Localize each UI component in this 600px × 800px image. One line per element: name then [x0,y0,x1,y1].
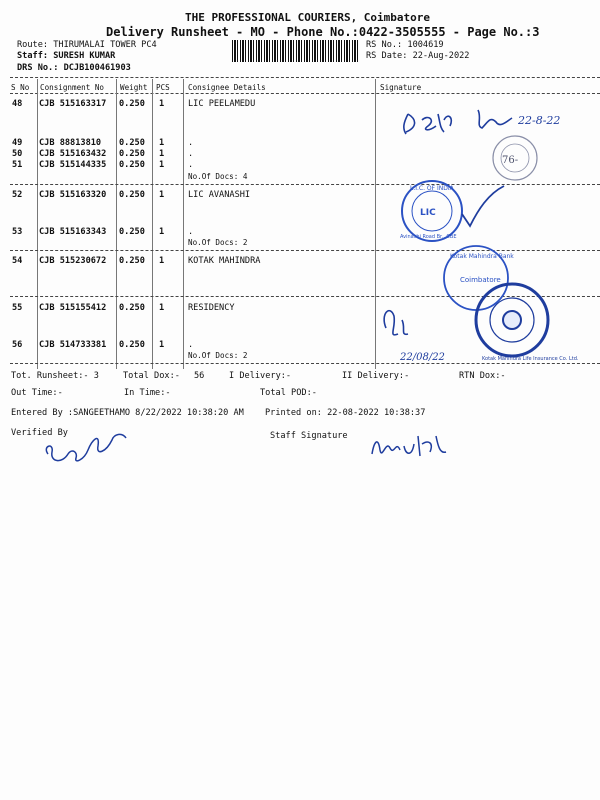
column-header-consignment: Consignment No [40,83,105,92]
row-54-weight: 0.250 [119,256,145,266]
row-54-consignment: CJB 515230672 [39,256,107,266]
staff-label: Staff: SURESH KUMAR [17,51,116,61]
row-50-consignee: . [188,149,194,159]
row-55-sno: 55 [12,303,23,313]
row-56-sno: 56 [12,340,23,350]
staff-signature-label: Staff Signature [270,431,348,441]
staff-signature-mark [368,426,458,466]
round-stamp-text: 76- [502,155,519,166]
handwritten-date-2: 22/08/22 [400,352,445,363]
row-51-weight: 0.250 [119,160,145,170]
column-separator [37,79,38,369]
verified-by-label: Verified By [11,428,68,438]
barcode [232,40,358,62]
row-55-consignment: CJB 515155412 [39,303,107,313]
column-header-consignee: Consignee Details [188,83,266,92]
company-name: THE PROFESSIONAL COURIERS, Coimbatore [185,11,431,24]
ii-delivery: II Delivery:- [342,371,410,381]
header-divider-top [10,77,600,78]
verified-by-signature [40,422,140,472]
column-separator [152,79,153,369]
group-1-doc-count: No.Of Docs: 4 [188,172,248,181]
header-divider-bottom [10,93,600,94]
signature-scribble-3 [384,311,408,335]
lic-stamp-top-text: L.I.C. OF INDIA [410,185,454,192]
rs-number: RS No.: 1004619 [366,40,444,50]
check-mark-signature [462,186,504,226]
row-48-pcs: 1 [159,99,165,109]
row-49-consignment: CJB 88813810 [39,138,102,148]
total-dox-value: 56 [194,371,205,381]
row-51-consignment: CJB 515144335 [39,160,107,170]
column-header-sno: S No [11,83,30,92]
row-56-consignment: CJB 514733381 [39,340,107,350]
row-50-pcs: 1 [159,149,165,159]
row-56-pcs: 1 [159,340,165,350]
column-header-signature: Signature [380,83,422,92]
row-49-sno: 49 [12,138,23,148]
row-52-weight: 0.250 [119,190,145,200]
row-51-consignee: . [188,160,194,170]
row-53-consignee: . [188,227,194,237]
row-49-consignee: . [188,138,194,148]
row-49-pcs: 1 [159,138,165,148]
printed-on: Printed on: 22-08-2022 10:38:37 [265,408,426,418]
kotak-stamp-inner-text: Coimbatore [460,276,501,284]
row-51-pcs: 1 [159,160,165,170]
drs-number: DRS No.: DCJB100461903 [17,63,131,73]
handwritten-date-1: 22-8-22 [518,114,561,127]
column-header-pcs: PCS [156,83,170,92]
column-separator [183,79,184,369]
row-53-pcs: 1 [159,227,165,237]
column-separator [116,79,117,369]
total-dox-label: Total Dox:- [123,371,180,381]
kotak-life-stamp-emblem [503,311,521,329]
signature-area [378,98,600,368]
row-48-consignment: CJB 515163317 [39,99,107,109]
rtn-dox: RTN Dox:- [459,371,506,381]
row-53-sno: 53 [12,227,23,237]
row-55-pcs: 1 [159,303,165,313]
lic-stamp-center-text: LIC [420,208,436,218]
route-label: Route: THIRUMALAI TOWER PC4 [17,40,157,50]
row-52-pcs: 1 [159,190,165,200]
column-header-weight: Weight [120,83,148,92]
row-56-consignee: . [188,340,194,350]
row-50-sno: 50 [12,149,23,159]
row-54-consignee: KOTAK MAHINDRA [188,256,261,266]
row-49-weight: 0.250 [119,138,145,148]
group-3-doc-count: No.Of Docs: 2 [188,351,248,360]
row-48-weight: 0.250 [119,99,145,109]
verified-signature-scribble [46,434,126,460]
row-54-pcs: 1 [159,256,165,266]
row-53-consignment: CJB 515163343 [39,227,107,237]
kotak-life-stamp-ring-text: Kotak Mahindra Life Insurance Co. Ltd. [482,356,579,362]
row-52-consignee: LIC AVANASHI [188,190,251,200]
lic-stamp-bottom-text: Avinashi Road Br., CBE [400,234,457,240]
total-pod: Total POD:- [260,388,317,398]
staff-signature-scribble [372,436,446,456]
row-48-sno: 48 [12,99,23,109]
entered-by: Entered By :SANGEETHAMO 8/22/2022 10:38:20 AM [11,408,244,418]
signature-scribble-1 [404,114,451,134]
tot-runsheet: Tot. Runsheet:- 3 [11,371,99,381]
row-56-weight: 0.250 [119,340,145,350]
rs-date: RS Date: 22-Aug-2022 [366,51,470,61]
runsheet-title: Delivery Runsheet - MO - Phone No.:0422-3505555 - Page No.:3 [106,25,540,39]
out-time: Out Time:- [11,388,63,398]
in-time: In Time:- [124,388,171,398]
row-52-consignment: CJB 515163320 [39,190,107,200]
kotak-stamp-outer-text: Kotak Mahindra Bank [450,253,514,260]
row-51-sno: 51 [12,160,23,170]
signature-scribble-2 [478,110,512,128]
row-54-sno: 54 [12,256,23,266]
row-50-weight: 0.250 [119,149,145,159]
i-delivery: I Delivery:- [229,371,292,381]
column-separator [375,79,376,369]
row-48-consignee: LIC PEELAMEDU [188,99,256,109]
row-53-weight: 0.250 [119,227,145,237]
row-55-weight: 0.250 [119,303,145,313]
group-2-doc-count: No.Of Docs: 2 [188,238,248,247]
row-55-consignee: RESIDENCY [188,303,235,313]
row-50-consignment: CJB 515163432 [39,149,107,159]
row-52-sno: 52 [12,190,23,200]
